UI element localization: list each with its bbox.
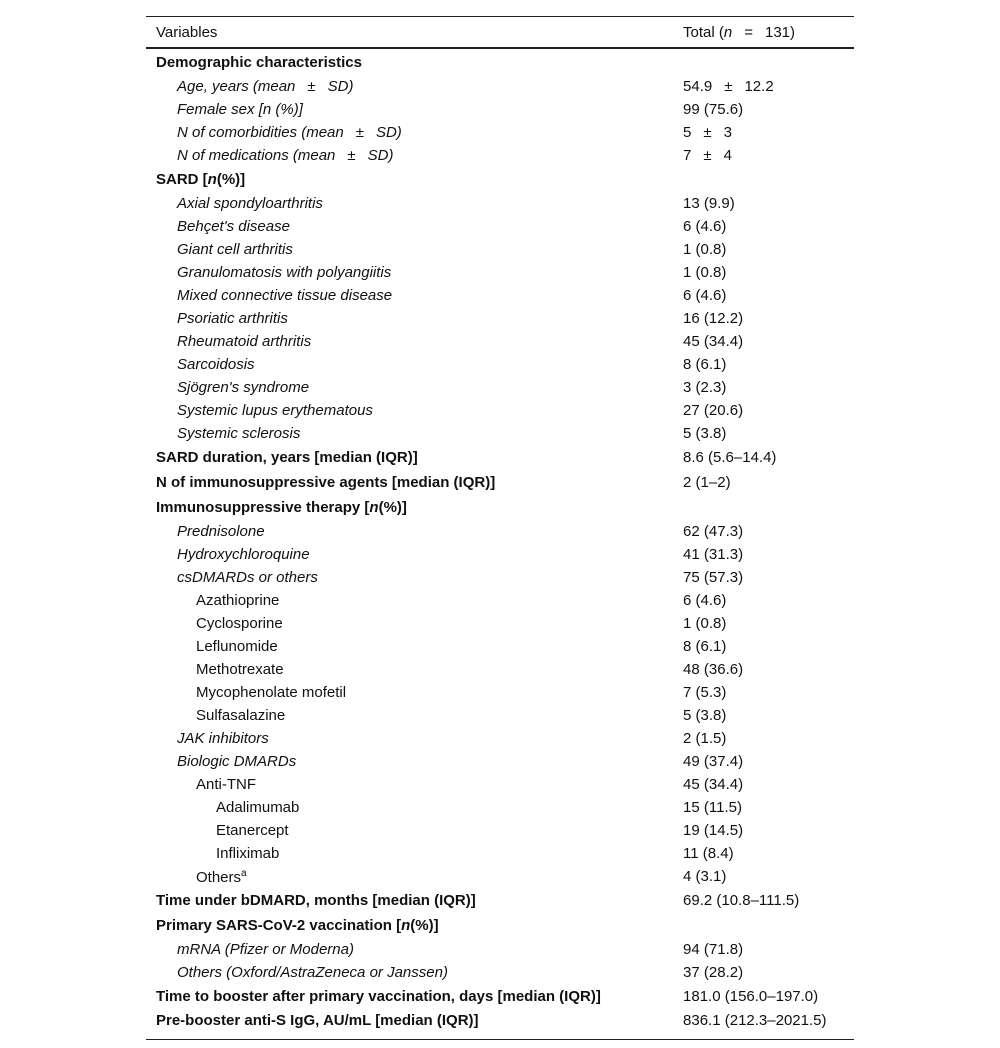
row-value: 54.9 ± 12.2	[683, 78, 774, 95]
row-value: 6 (4.6)	[683, 592, 727, 609]
table-row	[146, 330, 854, 353]
row-value: 13 (9.9)	[683, 195, 735, 212]
row-label: Adalimumab	[216, 799, 300, 816]
section-label: Demographic characteristics	[156, 53, 362, 71]
row-label: Mycophenolate mofetil	[196, 684, 347, 701]
row-value: 75 (57.3)	[683, 569, 744, 586]
table-row	[146, 819, 854, 842]
row-label: Anti-TNF	[196, 776, 256, 793]
row-value: 45 (34.4)	[683, 776, 744, 793]
row-label: mRNA (Pfizer or Moderna)	[177, 941, 354, 958]
row-value: 1 (0.8)	[683, 264, 727, 281]
row-label: Prednisolone	[177, 523, 265, 540]
table-row	[146, 445, 854, 470]
table-row	[146, 422, 854, 445]
row-label: Psoriatic arthritis	[177, 310, 288, 327]
table-row	[146, 215, 854, 238]
table-row	[146, 612, 854, 635]
table-row	[146, 307, 854, 330]
row-label: Systemic lupus erythematous	[177, 402, 373, 419]
row-value: 7 (5.3)	[683, 684, 727, 701]
table-row	[146, 658, 854, 681]
table-row	[146, 98, 854, 121]
table-row	[146, 681, 854, 704]
row-label: Biologic DMARDs	[177, 753, 297, 770]
table-row	[146, 796, 854, 819]
section-label: Time to booster after primary vaccination, days [median (IQR)]	[156, 988, 601, 1005]
row-label: Axial spondyloarthritis	[177, 195, 323, 212]
row-value: 7 ± 4	[683, 147, 732, 164]
row-value	[683, 913, 854, 938]
row-value: 49 (37.4)	[683, 753, 744, 770]
table-row	[146, 913, 854, 938]
table-row	[146, 495, 854, 520]
row-label: Mixed connective tissue disease	[177, 287, 393, 304]
table-row	[146, 566, 854, 589]
table-row	[146, 144, 854, 167]
table-row	[146, 938, 854, 961]
row-label: Infliximab	[216, 845, 280, 862]
row-label: Systemic sclerosis	[177, 425, 301, 442]
table-row	[146, 121, 854, 144]
table-row	[146, 961, 854, 984]
table-row	[146, 192, 854, 215]
table-row	[146, 167, 854, 192]
row-label: Leflunomide	[196, 638, 278, 655]
row-value: 1 (0.8)	[683, 241, 727, 258]
row-value	[683, 495, 854, 520]
row-value: 41 (31.3)	[683, 546, 744, 563]
table-row	[146, 589, 854, 612]
table-row	[146, 842, 854, 865]
row-value: 37 (28.2)	[683, 964, 744, 981]
section-label: SARD duration, years [median (IQR)]	[156, 449, 418, 466]
row-label: JAK inhibitors	[177, 730, 269, 747]
table-row	[146, 75, 854, 98]
row-label: Methotrexate	[196, 661, 284, 678]
row-value: 62 (47.3)	[683, 523, 744, 540]
row-value: 94 (71.8)	[683, 941, 744, 958]
row-label: Others (Oxford/AstraZeneca or Janssen)	[177, 964, 448, 981]
table-row	[146, 773, 854, 796]
table-row	[146, 376, 854, 399]
table-row	[146, 470, 854, 495]
row-value: 5 ± 3	[683, 124, 732, 141]
baseline-characteristics-table	[146, 16, 854, 1040]
row-value: 4 (3.1)	[683, 868, 727, 885]
row-value: 15 (11.5)	[683, 799, 742, 816]
row-value: 11 (8.4)	[683, 845, 734, 862]
row-label: Rheumatoid arthritis	[177, 333, 312, 350]
row-value: 6 (4.6)	[683, 218, 727, 235]
row-label: Female sex [n (%)]	[177, 101, 303, 118]
table-row	[146, 543, 854, 566]
row-label: Others$^a$	[196, 867, 247, 886]
table-header	[146, 17, 854, 49]
row-label: Sulfasalazine	[196, 707, 286, 724]
row-value: 3 (2.3)	[683, 379, 727, 396]
row-value	[683, 167, 854, 192]
table-row	[146, 284, 854, 307]
table-row	[146, 353, 854, 376]
row-value: 8.6 (5.6–14.4)	[683, 449, 777, 466]
row-label: Sarcoidosis	[177, 356, 255, 373]
table-row	[146, 520, 854, 543]
row-value: 8 (6.1)	[683, 356, 727, 373]
row-label: Hydroxychloroquine	[177, 546, 310, 563]
row-value: 181.0 (156.0–197.0)	[683, 988, 819, 1005]
row-label: N of medications (mean ± SD)	[177, 147, 394, 164]
table-row	[146, 727, 854, 750]
footnote-marker: a	[241, 867, 247, 879]
row-value: 48 (36.6)	[683, 661, 744, 678]
row-label: Age, years (mean ± SD)	[177, 78, 354, 95]
header-total: Total (n = 131)	[683, 23, 796, 41]
table-row	[146, 635, 854, 658]
row-value: 2 (1–2)	[683, 474, 731, 491]
row-label: csDMARDs or others	[177, 569, 318, 586]
row-value: 69.2 (10.8–111.5)	[683, 892, 800, 909]
row-value: 2 (1.5)	[683, 730, 727, 747]
section-label: Pre-booster anti-S IgG, AU/mL [median (IQR)]	[146, 1009, 683, 1040]
table-row	[146, 865, 854, 888]
table-row	[146, 750, 854, 773]
table-row	[146, 261, 854, 284]
row-label: Behçet's disease	[177, 218, 290, 235]
section-label: N of immunosuppressive agents [median (IQR)]	[156, 474, 496, 491]
row-value: 99 (75.6)	[683, 101, 744, 118]
row-value: 6 (4.6)	[683, 287, 727, 304]
row-label: N of comorbidities (mean ± SD)	[177, 124, 402, 141]
table-row	[146, 399, 854, 422]
table-row	[146, 984, 854, 1009]
row-value: 1 (0.8)	[683, 615, 727, 632]
row-value: 27 (20.6)	[683, 402, 744, 419]
section-label: Time under bDMARD, months [median (IQR)]	[156, 892, 476, 909]
row-label: Giant cell arthritis	[177, 241, 293, 258]
section-label: Immunosuppressive therapy [n(%)]	[156, 499, 407, 516]
row-value: 19 (14.5)	[683, 822, 744, 839]
header-variables: Variables	[156, 23, 218, 41]
section-label: Primary SARS-CoV-2 vaccination [n(%)]	[156, 917, 439, 934]
table-row	[146, 888, 854, 913]
row-value: 5 (3.8)	[683, 425, 727, 442]
row-value	[683, 48, 854, 75]
row-label: Cyclosporine	[196, 615, 283, 632]
row-value: 836.1 (212.3–2021.5)	[683, 1009, 854, 1040]
table-row	[146, 238, 854, 261]
row-label: Azathioprine	[196, 592, 280, 609]
table-row	[146, 704, 854, 727]
row-value: 45 (34.4)	[683, 333, 744, 350]
row-value: 8 (6.1)	[683, 638, 727, 655]
row-value: 5 (3.8)	[683, 707, 727, 724]
row-label: Granulomatosis with polyangiitis	[177, 264, 392, 281]
row-label: Etanercept	[216, 822, 289, 839]
table-row	[146, 48, 854, 75]
section-label: SARD [n(%)]	[156, 171, 246, 188]
table-row	[146, 1009, 854, 1040]
row-label: Sjögren's syndrome	[177, 379, 310, 396]
row-value: 16 (12.2)	[683, 310, 744, 327]
